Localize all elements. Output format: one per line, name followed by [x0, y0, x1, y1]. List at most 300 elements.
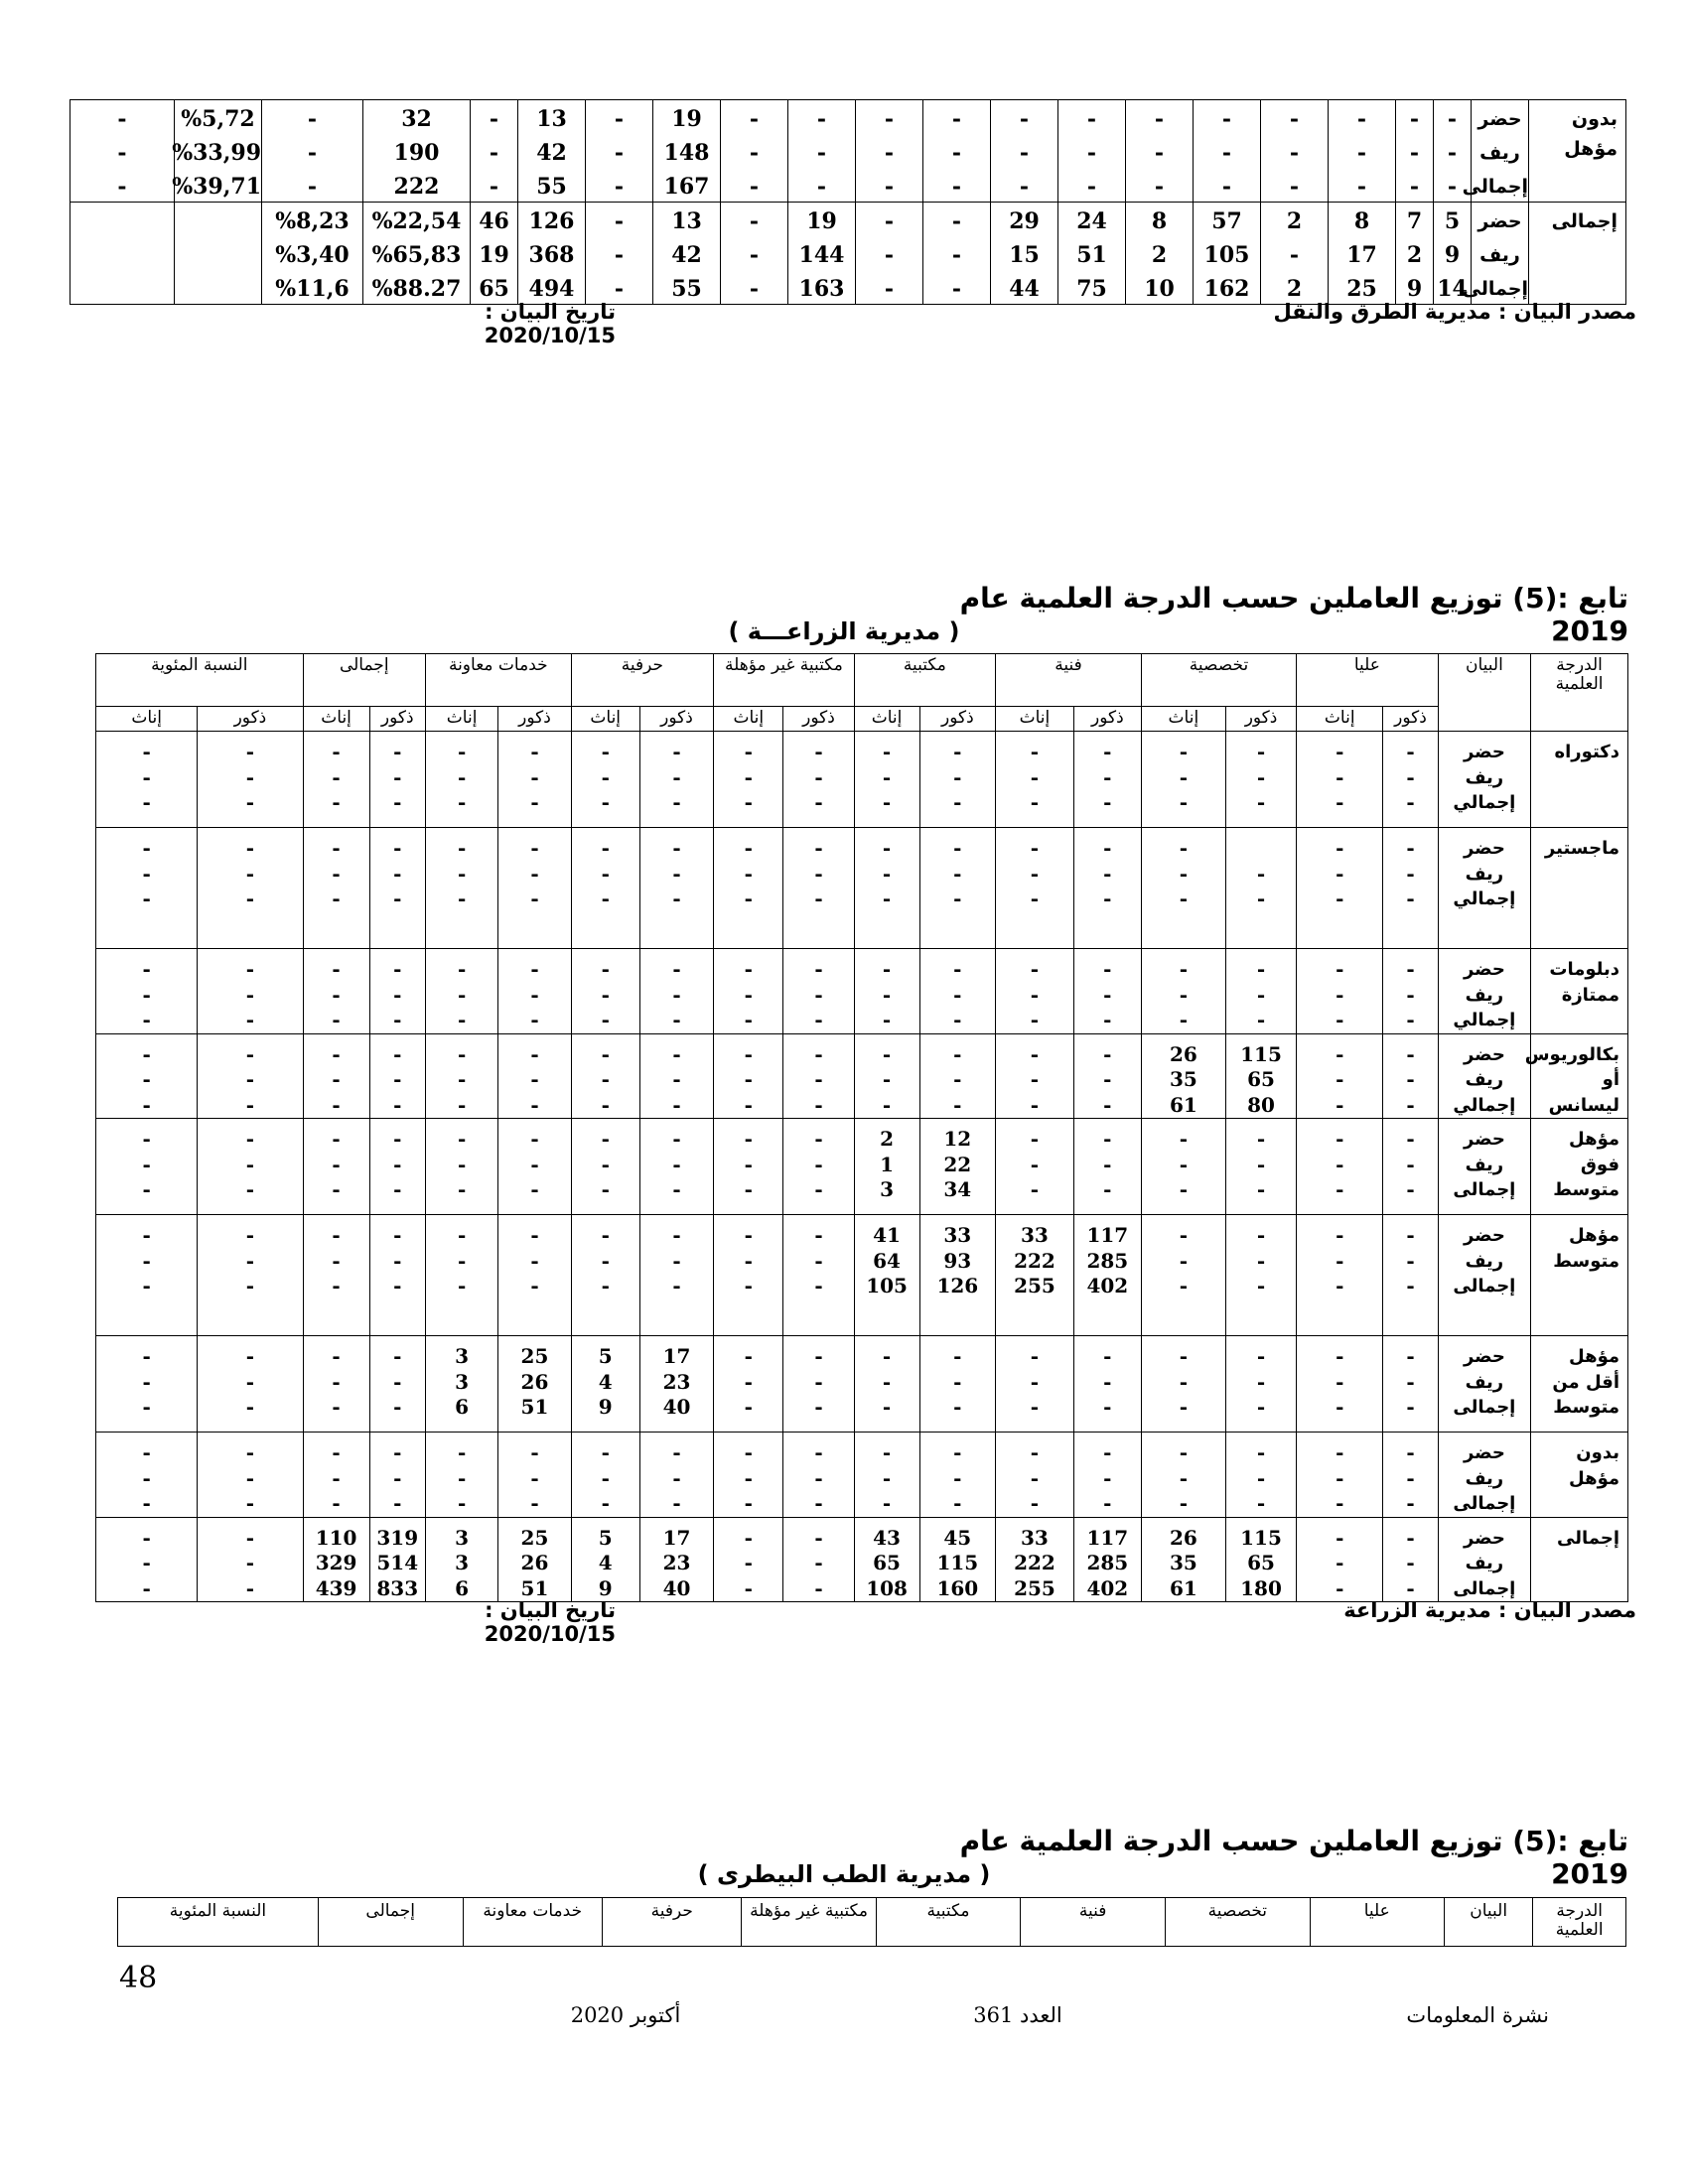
data-cell [1073, 1119, 1141, 1215]
data-cell: 9 [1434, 236, 1472, 270]
statement-type: ريف [1465, 1553, 1504, 1573]
data-cell [854, 732, 919, 828]
table-row [96, 1433, 1628, 1518]
cell-value: 3 [455, 1551, 470, 1574]
cell-value: - [1336, 740, 1344, 763]
cell-value: - [1256, 861, 1266, 886]
cell-value: - [601, 1041, 610, 1066]
cell-value: - [672, 861, 681, 886]
data-cell [1297, 1517, 1383, 1602]
cell-value: - [393, 1223, 402, 1247]
statement-cell [1438, 1119, 1531, 1215]
cell-value: - [1256, 764, 1266, 789]
cell-value: - [814, 1248, 823, 1273]
cell-value: - [1406, 1177, 1415, 1201]
data-cell: - [586, 203, 653, 237]
cell-value: - [142, 957, 151, 981]
data-cell: - [1434, 168, 1472, 203]
cell-value: - [142, 861, 151, 886]
cell-value: - [601, 861, 610, 886]
cell-value: 180 [1240, 1575, 1282, 1600]
data-cell [198, 949, 303, 1034]
row-type-label: ريف [1472, 134, 1529, 168]
cell-value: - [1336, 764, 1344, 789]
cell-value: - [142, 764, 151, 789]
data-cell [1297, 828, 1383, 949]
cell-value: 402 [1086, 1274, 1129, 1297]
cell-value: - [601, 1092, 610, 1117]
data-cell [369, 1215, 425, 1336]
cell-value: 33 [1021, 1223, 1049, 1247]
cell-value: - [245, 1092, 255, 1117]
cell-value: - [1336, 1369, 1344, 1394]
percent-cell: - [117, 106, 127, 132]
table-row [96, 1517, 1628, 1602]
statement-type: ريف [1465, 984, 1504, 1006]
cell-value: - [1030, 836, 1040, 860]
cell-value: - [332, 982, 341, 1007]
cell-value: - [245, 1223, 255, 1247]
data-cell: - [721, 134, 788, 168]
cell-value: - [1103, 1127, 1112, 1151]
data-cell: - [721, 168, 788, 203]
cell-value: - [953, 1067, 962, 1091]
cell-value: - [1030, 887, 1040, 910]
header-category: حرفية [571, 654, 714, 707]
cell-value: - [530, 1152, 539, 1176]
cell-value: 35 [1169, 1551, 1197, 1574]
percent-cell: %3,40 [262, 236, 363, 270]
row-type-label: حضر [1472, 203, 1529, 237]
cell-value: - [530, 1092, 539, 1117]
data-cell: - [1261, 100, 1329, 135]
data-cell [854, 828, 919, 949]
cell-value: - [142, 1525, 151, 1550]
data-cell: 494 [518, 270, 586, 305]
data-cell [919, 1119, 996, 1215]
cell-value: - [1179, 740, 1189, 763]
cell-value: - [245, 764, 255, 789]
data-cell [996, 828, 1074, 949]
cell-value: - [332, 861, 341, 886]
cell-value: - [142, 1395, 151, 1419]
cell-value: - [1179, 861, 1189, 886]
data-cell [303, 949, 369, 1034]
cell-value: - [530, 1440, 539, 1464]
data-cell [1383, 1215, 1438, 1336]
data-cell: - [1396, 100, 1434, 135]
data-cell [996, 1433, 1074, 1518]
percent-cell: %88.27 [363, 270, 471, 305]
cell-value: - [744, 764, 753, 789]
header-female: إناث [571, 707, 639, 732]
data-cell [783, 828, 854, 949]
cell-value: - [601, 887, 610, 910]
header-degree: الدرجة العلمية [1533, 1898, 1626, 1947]
footer-date: أكتوبر 2020 [570, 2003, 681, 2027]
data-cell [996, 1215, 1074, 1336]
cell-value: - [332, 1440, 341, 1464]
data-cell: - [471, 168, 518, 203]
statement-type: حضر [1463, 959, 1505, 980]
cell-value: - [953, 957, 962, 981]
cell-value: - [672, 1248, 681, 1273]
header-category: مكتبية [854, 654, 995, 707]
cell-value: - [1103, 1491, 1112, 1515]
statement-cell [1438, 1336, 1531, 1433]
data-cell [498, 1033, 571, 1119]
table-row [96, 1336, 1628, 1433]
data-cell: 148 [653, 134, 721, 168]
data-cell [919, 1336, 996, 1433]
cell-value: - [245, 957, 255, 981]
cell-value: - [1336, 1344, 1344, 1368]
cell-value: 115 [1240, 1525, 1282, 1550]
cell-value: 12 [943, 1127, 972, 1151]
header-category: مكتبية غير مؤهلة [714, 654, 854, 707]
cell-value: - [1103, 1395, 1112, 1419]
cell-value: - [332, 1395, 341, 1419]
data-cell [1073, 949, 1141, 1034]
data-cell [714, 732, 783, 828]
cell-value: - [1336, 1274, 1344, 1297]
cell-value: - [672, 887, 681, 910]
data-cell: - [856, 168, 923, 203]
data-cell [303, 1433, 369, 1518]
data-cell [783, 1433, 854, 1518]
data-cell [1073, 1033, 1141, 1119]
cell-value: 117 [1086, 1223, 1129, 1247]
cell-value: - [1103, 982, 1112, 1007]
cell-value: - [393, 1008, 402, 1031]
cell-value: - [393, 957, 402, 981]
data-cell: 2 [1261, 270, 1329, 305]
cell-value: - [1103, 1465, 1112, 1490]
cell-value: - [814, 1465, 823, 1490]
cell-value: - [882, 740, 892, 763]
statement-type: حضر [1463, 1043, 1505, 1065]
page-number: 48 [119, 1961, 158, 1995]
table-row [96, 828, 1628, 949]
cell-value: 6 [455, 1575, 470, 1600]
cell-value: - [744, 1440, 753, 1464]
cell-value: - [332, 957, 341, 981]
cell-value: 35 [1169, 1067, 1197, 1091]
cell-value: - [672, 1067, 681, 1091]
cell-value [1226, 836, 1296, 862]
cell-value: - [245, 1440, 255, 1464]
cell-value: - [744, 1274, 753, 1297]
cell-value: 115 [1240, 1041, 1282, 1066]
data-cell [425, 1517, 497, 1602]
data-cell [571, 1119, 639, 1215]
cell-value: - [393, 1369, 402, 1394]
header-category: عليا [1297, 654, 1438, 707]
cell-value: - [882, 1041, 892, 1066]
cell-value: - [457, 1041, 467, 1066]
cell-value: - [457, 1008, 467, 1031]
data-cell [498, 949, 571, 1034]
cell-value: 319 [376, 1525, 419, 1550]
data-cell [96, 828, 198, 949]
cell-value: - [1336, 1395, 1344, 1419]
cell-value: 402 [1086, 1575, 1129, 1600]
cell-value: - [1406, 1067, 1415, 1091]
cell-value: - [672, 1491, 681, 1515]
cell-value: - [457, 1248, 467, 1273]
cell-value: - [457, 1440, 467, 1464]
data-cell: 29 [991, 203, 1058, 237]
cell-value: - [393, 1067, 402, 1091]
data-cell [1225, 1517, 1296, 1602]
cell-value: - [530, 1223, 539, 1247]
cell-value: - [744, 1127, 753, 1151]
cell-value: 108 [866, 1575, 908, 1600]
cell-value: - [814, 982, 823, 1007]
cell-value: - [1030, 1008, 1040, 1031]
cell-value: - [1179, 1248, 1189, 1273]
data-cell [571, 1215, 639, 1336]
cell-value: 51 [520, 1575, 549, 1600]
cell-value: - [882, 1395, 892, 1419]
cell-value: - [457, 957, 467, 981]
cell-value: 439 [315, 1575, 357, 1600]
cell-value: - [1256, 982, 1266, 1007]
data-cell: 44 [991, 270, 1058, 305]
header-female: إناث [1297, 707, 1383, 732]
data-cell: - [471, 100, 518, 135]
cell-value: - [1103, 836, 1112, 860]
cell-value: - [530, 982, 539, 1007]
header-male: ذكور [369, 707, 425, 732]
data-cell: - [788, 100, 856, 135]
cell-value: - [814, 1440, 823, 1464]
cell-value: 65 [1247, 1551, 1275, 1574]
cell-value: - [953, 1465, 962, 1490]
cell-value: - [393, 1344, 402, 1368]
statement-cell [1438, 828, 1531, 949]
cell-value: - [1336, 957, 1344, 981]
cell-value: - [1406, 1369, 1415, 1394]
cell-value: - [1030, 1067, 1040, 1091]
cell-value: - [953, 1369, 962, 1394]
data-cell [369, 732, 425, 828]
data-cell [369, 1033, 425, 1119]
statement-cell [1438, 1517, 1531, 1602]
data-cell: - [1434, 100, 1472, 135]
data-cell: 162 [1194, 270, 1261, 305]
cell-value: 65 [873, 1551, 901, 1574]
cell-value: - [142, 1369, 151, 1394]
data-cell [714, 949, 783, 1034]
data-cell [714, 1433, 783, 1518]
statement-type: ريف [1465, 1069, 1504, 1090]
cell-value: - [814, 764, 823, 789]
cell-value: - [814, 1369, 823, 1394]
cell-value: 41 [873, 1223, 901, 1247]
cell-value: - [332, 1274, 341, 1297]
cell-value: - [814, 1092, 823, 1117]
statement-cell [1438, 1033, 1531, 1119]
data-cell: 42 [518, 134, 586, 168]
cell-value: - [393, 1440, 402, 1464]
data-cell [303, 1517, 369, 1602]
statement-type: حضر [1463, 838, 1505, 859]
cell-value: - [1030, 790, 1040, 814]
data-cell [1225, 1033, 1296, 1119]
cell-value: - [530, 764, 539, 789]
cell-value: 23 [662, 1369, 691, 1394]
cell-value: - [953, 1440, 962, 1464]
cell-value: - [672, 1465, 681, 1490]
statement-type: حضر [1463, 742, 1505, 762]
cell-value: - [744, 1491, 753, 1515]
cell-value: - [814, 1152, 823, 1176]
cell-value: - [672, 1177, 681, 1201]
data-cell [996, 732, 1074, 828]
cell-value: - [601, 740, 610, 763]
agriculture-table [95, 653, 1628, 1602]
cell-value: - [882, 1067, 892, 1091]
cell-value: - [672, 790, 681, 814]
cell-value: 222 [1014, 1248, 1055, 1273]
cell-value: - [142, 1551, 151, 1574]
cell-value: - [142, 1575, 151, 1600]
cell-value: - [882, 1369, 892, 1394]
cell-value: - [814, 1344, 823, 1368]
cell-value: - [601, 1223, 610, 1247]
data-cell: 2 [1396, 236, 1434, 270]
cell-value: - [530, 957, 539, 981]
data-cell [996, 1119, 1074, 1215]
data-cell: - [923, 270, 991, 305]
data-cell [854, 1433, 919, 1518]
cell-value: - [142, 1465, 151, 1490]
data-cell: - [262, 134, 363, 168]
cell-value: - [1256, 1274, 1266, 1297]
cell-value: - [457, 790, 467, 814]
data-cell [639, 1215, 713, 1336]
cell-value: - [1030, 1344, 1040, 1368]
cell-value: 2 [880, 1127, 895, 1151]
cell-value: - [1406, 1465, 1415, 1490]
cell-value: - [1406, 764, 1415, 789]
cell-value: 160 [936, 1575, 979, 1600]
cell-value: - [814, 1395, 823, 1419]
header-male: ذكور [919, 707, 996, 732]
header-male: ذكور [1225, 707, 1296, 732]
cell-value: - [332, 1177, 341, 1201]
statement-type: إجمالى [1453, 1397, 1516, 1418]
data-cell [1073, 828, 1141, 949]
cell-value: - [1336, 1041, 1344, 1066]
data-cell: - [1058, 134, 1126, 168]
cell-value: - [1256, 790, 1266, 814]
cell-value: - [142, 1177, 151, 1201]
cell-value: 25 [520, 1525, 549, 1550]
data-cell: 13 [653, 203, 721, 237]
statement-cell [1438, 1215, 1531, 1336]
cell-value: - [1179, 1152, 1189, 1176]
data-cell [783, 732, 854, 828]
cell-value: - [332, 1223, 341, 1247]
cell-value: - [814, 1274, 823, 1297]
cell-value: - [1103, 1440, 1112, 1464]
cell-value: - [1406, 1274, 1415, 1297]
cell-value: - [245, 1067, 255, 1091]
data-cell: 46 [471, 203, 518, 237]
cell-value: - [530, 836, 539, 860]
cell-value: - [245, 861, 255, 886]
cell-value: 17 [662, 1344, 691, 1368]
cell-value: - [1103, 1067, 1112, 1091]
cell-value: - [530, 740, 539, 763]
percent-cell: %11,6 [262, 270, 363, 305]
cell-value: - [1256, 1465, 1266, 1490]
cell-value: - [457, 1223, 467, 1247]
cell-value: - [1179, 982, 1189, 1007]
cell-value: - [601, 1177, 610, 1201]
cell-value: - [744, 1395, 753, 1419]
data-cell [571, 1517, 639, 1602]
cell-value: - [1336, 1465, 1344, 1490]
cell-value: 26 [520, 1369, 549, 1394]
cell-value: - [530, 861, 539, 886]
data-cell [1225, 1215, 1296, 1336]
statement-cell [1438, 1433, 1531, 1518]
data-cell [1225, 732, 1296, 828]
data-cell [369, 828, 425, 949]
table-row [70, 168, 1626, 203]
cell-value: - [1179, 764, 1189, 789]
data-cell: 222 [363, 168, 471, 203]
data-cell [425, 949, 497, 1034]
cell-value: - [332, 1041, 341, 1066]
statement-type: ريف [1465, 1250, 1504, 1272]
data-cell [854, 1033, 919, 1119]
data-cell: 75 [1058, 270, 1126, 305]
cell-value: - [457, 887, 467, 910]
cell-value: - [1030, 1440, 1040, 1464]
cell-value: - [245, 1369, 255, 1394]
cell-value: - [953, 1491, 962, 1515]
cell-value: - [1406, 957, 1415, 981]
cell-value: - [1256, 1127, 1266, 1151]
cell-value: 33 [943, 1223, 972, 1247]
cell-value: - [744, 1344, 753, 1368]
cell-value: - [332, 1344, 341, 1368]
cell-value: - [1179, 1395, 1189, 1419]
cell-value: - [332, 836, 341, 860]
cell-value: - [393, 1152, 402, 1176]
cell-value: 105 [866, 1274, 908, 1297]
cell-value: - [1336, 836, 1344, 860]
data-cell [571, 1433, 639, 1518]
data-cell [639, 1433, 713, 1518]
cell-value: - [744, 957, 753, 981]
cell-value: - [1336, 1177, 1344, 1201]
cell-value: 34 [943, 1177, 972, 1201]
data-cell: 5 [1434, 203, 1472, 237]
cell-value: - [814, 740, 823, 763]
cell-value: 3 [455, 1525, 470, 1550]
data-cell: - [1329, 134, 1396, 168]
data-cell [996, 1033, 1074, 1119]
cell-value: - [1406, 740, 1415, 763]
source-agriculture: مصدر البيان : مديرية الزراعة [1343, 1598, 1636, 1622]
degree-label: دبلومات ممتازة [1531, 949, 1628, 1034]
cell-value: 45 [943, 1525, 972, 1550]
